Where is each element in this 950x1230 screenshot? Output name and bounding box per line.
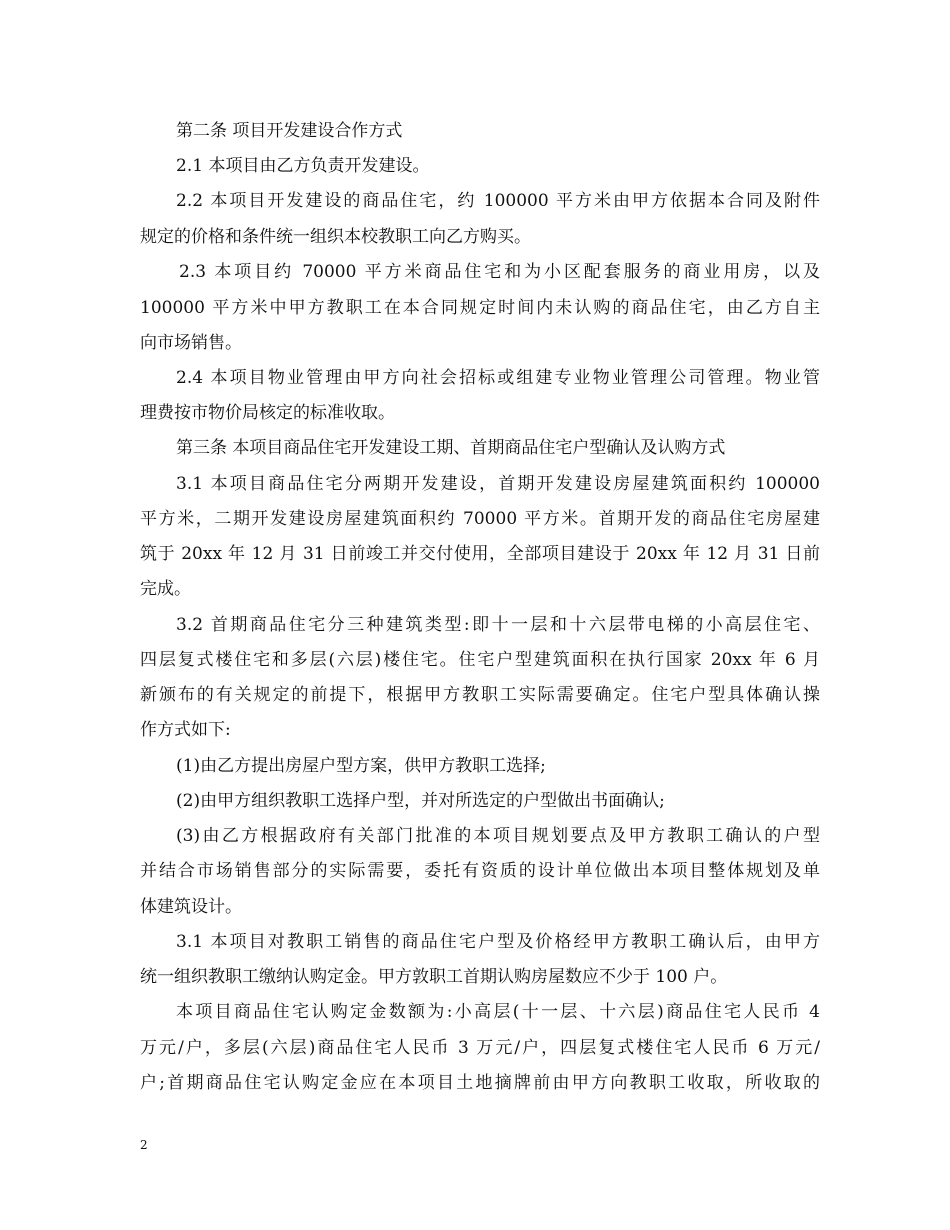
paragraph-line: 理费按市物价局核定的标准收取。 — [140, 403, 395, 423]
paragraph-line: 2.3 本项目约 70000 平方米商品住宅和为小区配套服务的商业用房，以及 — [179, 262, 820, 282]
paragraph-line: 统一组织教职工缴纳认购定金。甲方敦职工首期认购房屋数应不少于 100 户。 — [140, 967, 728, 987]
paragraph-line: 2.4 本项目物业管理由甲方向社会招标或组建专业物业管理公司管理。物业管 — [176, 368, 820, 388]
paragraph-line: 2.2 本项目开发建设的商品住宅，约 100000 平方米由甲方依据本合同及附件 — [176, 191, 820, 211]
page-number: 2 — [140, 1138, 148, 1152]
paragraph-line: 3.1 本项目对教职工销售的商品住宅户型及价格经甲方教职工确认后，由甲方 — [176, 932, 820, 952]
list-item: (1)由乙方提出房屋户型方案，供甲方教职工选择; — [176, 756, 546, 776]
paragraph-line: 并结合市场销售部分的实际需要，委托有资质的设计单位做出本项目整体规划及单 — [140, 861, 820, 881]
paragraph-line: 筑于 20xx 年 12 月 31 日前竣工并交付使用，全部项目建设于 20xx 年 12 月 31 日前 — [140, 544, 820, 564]
paragraph-line: 2.1 本项目由乙方负责开发建设。 — [176, 156, 430, 176]
paragraph-line: 万元/户，多层(六层)商品住宅人民币 3 万元/户，四层复式楼住宅人民币 6 万元/ — [140, 1038, 820, 1058]
paragraph-line: 100000 平方米中甲方教职工在本合同规定时间内未认购的商品住宅，由乙方自主 — [140, 298, 820, 318]
article-3-heading: 第三条 本项目商品住宅开发建设工期、首期商品住宅户型确认及认购方式 — [176, 438, 726, 458]
paragraph-line: 新颁布的有关规定的前提下，根据甲方教职工实际需要确定。住宅户型具体确认操 — [140, 685, 820, 705]
paragraph-line: 向市场销售。 — [140, 333, 242, 353]
paragraph-line: 平方米，二期开发建设房屋建筑面积约 70000 平方米。首期开发的商品住宅房屋建 — [140, 509, 820, 529]
paragraph-line: 作方式如下: — [140, 720, 231, 740]
list-item: (3)由乙方根据政府有关部门批准的本项目规划要点及甲方教职工确认的户型 — [176, 826, 820, 846]
paragraph-line: 四层复式楼住宅和多层(六层)楼住宅。住宅户型建筑面积在执行国家 20xx 年 6 月 — [140, 650, 820, 670]
paragraph-line: 3.1 本项目商品住宅分两期开发建设，首期开发建设房屋建筑面积约 100000 — [176, 474, 820, 494]
paragraph-line: 3.2 首期商品住宅分三种建筑类型:即十一层和十六层带电梯的小高层住宅、 — [176, 615, 820, 635]
paragraph-line: 户;首期商品住宅认购定金应在本项目土地摘牌前由甲方向教职工收取，所收取的 — [140, 1073, 820, 1093]
article-2-heading: 第二条 项目开发建设合作方式 — [176, 121, 403, 141]
paragraph-line: 体建筑设计。 — [140, 897, 242, 917]
paragraph-line: 本项目商品住宅认购定金数额为:小高层(十一层、十六层)商品住宅人民币 4 — [176, 1002, 820, 1022]
paragraph-line: 规定的价格和条件统一组织本校教职工向乙方购买。 — [140, 227, 531, 247]
list-item: (2)由甲方组织教职工选择户型，并对所选定的户型做出书面确认; — [176, 791, 665, 811]
paragraph-line: 完成。 — [140, 579, 191, 599]
